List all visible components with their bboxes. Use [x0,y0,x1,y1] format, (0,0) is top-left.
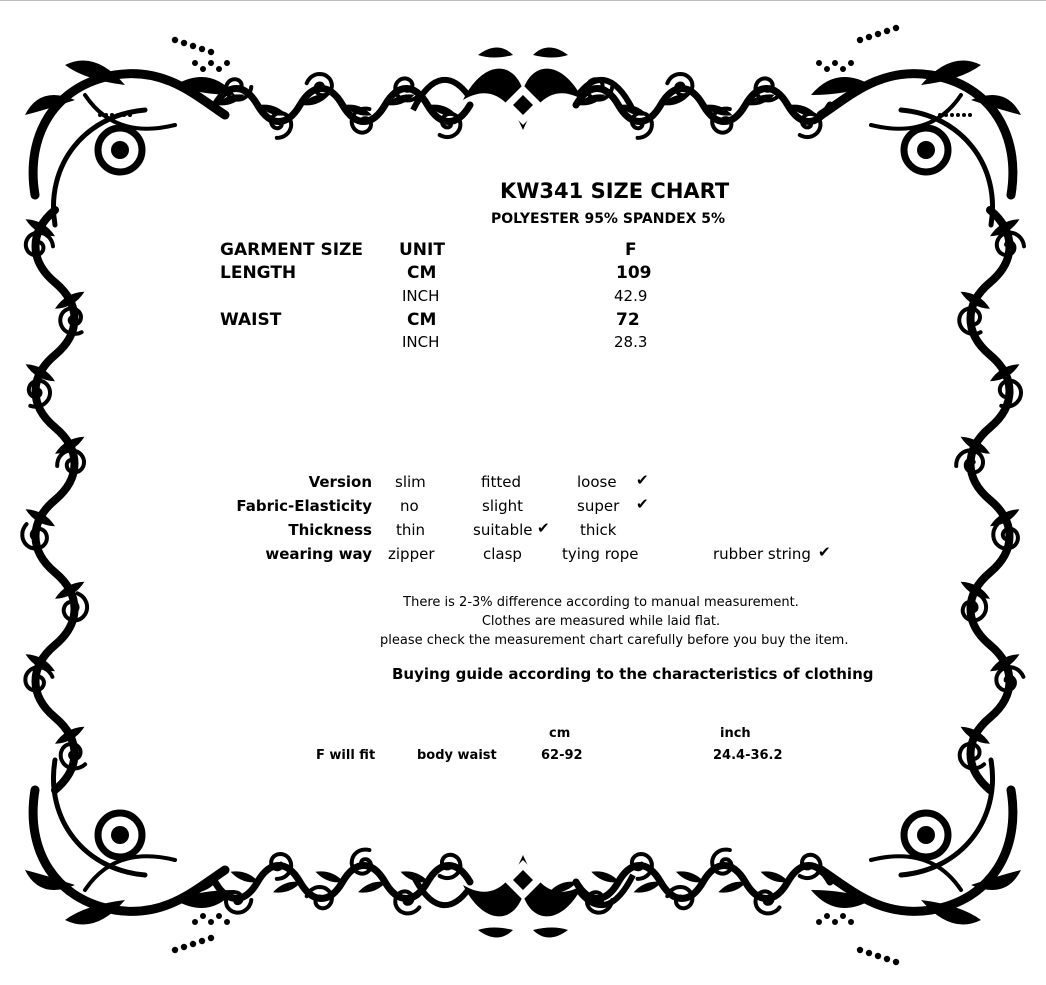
version-option-loose: loose [577,473,617,491]
version-check-mark: ✔ [636,471,649,489]
wearing-way-check-mark: ✔ [818,543,831,561]
version-option-fitted: fitted [481,473,521,491]
guide-cm-value: 62-92 [541,748,583,763]
size-table-header-unit: UNIT [399,240,445,260]
buying-guide-title: Buying guide according to the characteristics of clothing [392,665,874,683]
guide-inch-value: 24.4-36.2 [713,748,783,763]
thickness-option-thin: thin [396,521,426,539]
material-composition: POLYESTER 95% SPANDEX 5% [491,211,726,227]
version-option-slim: slim [395,473,426,491]
note-measured-flat: Clothes are measured while laid flat. [481,614,721,629]
version-label: Version [308,473,372,491]
size-table-header-size: F [625,240,637,260]
thickness-option-suitable: suitable [473,521,533,539]
thickness-check-mark: ✔ [537,519,550,537]
guide-column-cm: cm [549,726,571,741]
elasticity-option-super: super [577,497,620,515]
size-row-waist-unit-inch: INCH [402,333,440,351]
thickness-label: Thickness [288,521,372,539]
elasticity-option-slight: slight [482,497,524,515]
wearing-way-option-zipper: zipper [388,545,435,563]
size-row-length-cm-value: 109 [616,263,652,283]
guide-column-inch: inch [720,726,751,741]
wearing-way-option-clasp: clasp [483,545,522,563]
elasticity-check-mark: ✔ [636,495,649,513]
elasticity-label: Fabric-Elasticity [236,497,372,515]
wearing-way-option-rubber-string: rubber string [713,545,811,563]
size-table-header-measure: GARMENT SIZE [220,240,363,260]
elasticity-option-no: no [400,497,419,515]
wearing-way-option-tying-rope: tying rope [562,545,639,563]
size-row-waist-cm-value: 72 [616,310,640,330]
size-row-waist-inch-value: 28.3 [614,333,648,351]
size-row-waist-label: WAIST [220,310,282,330]
note-check-chart: please check the measurement chart carefully before you buy the item. [380,633,849,648]
size-row-waist-unit-cm: CM [407,310,437,330]
guide-row-measure: body waist [417,748,497,763]
size-row-length-unit-inch: INCH [402,287,440,305]
size-row-length-inch-value: 42.9 [614,287,648,305]
guide-row-label: F will fit [316,748,376,763]
size-row-length-label: LENGTH [220,263,297,283]
note-measurement-difference: There is 2-3% difference according to manual measurement. [403,595,799,610]
size-row-length-unit-cm: CM [407,263,437,283]
wearing-way-label: wearing way [265,545,372,563]
thickness-option-thick: thick [580,521,617,539]
page-title: KW341 SIZE CHART [500,179,730,203]
